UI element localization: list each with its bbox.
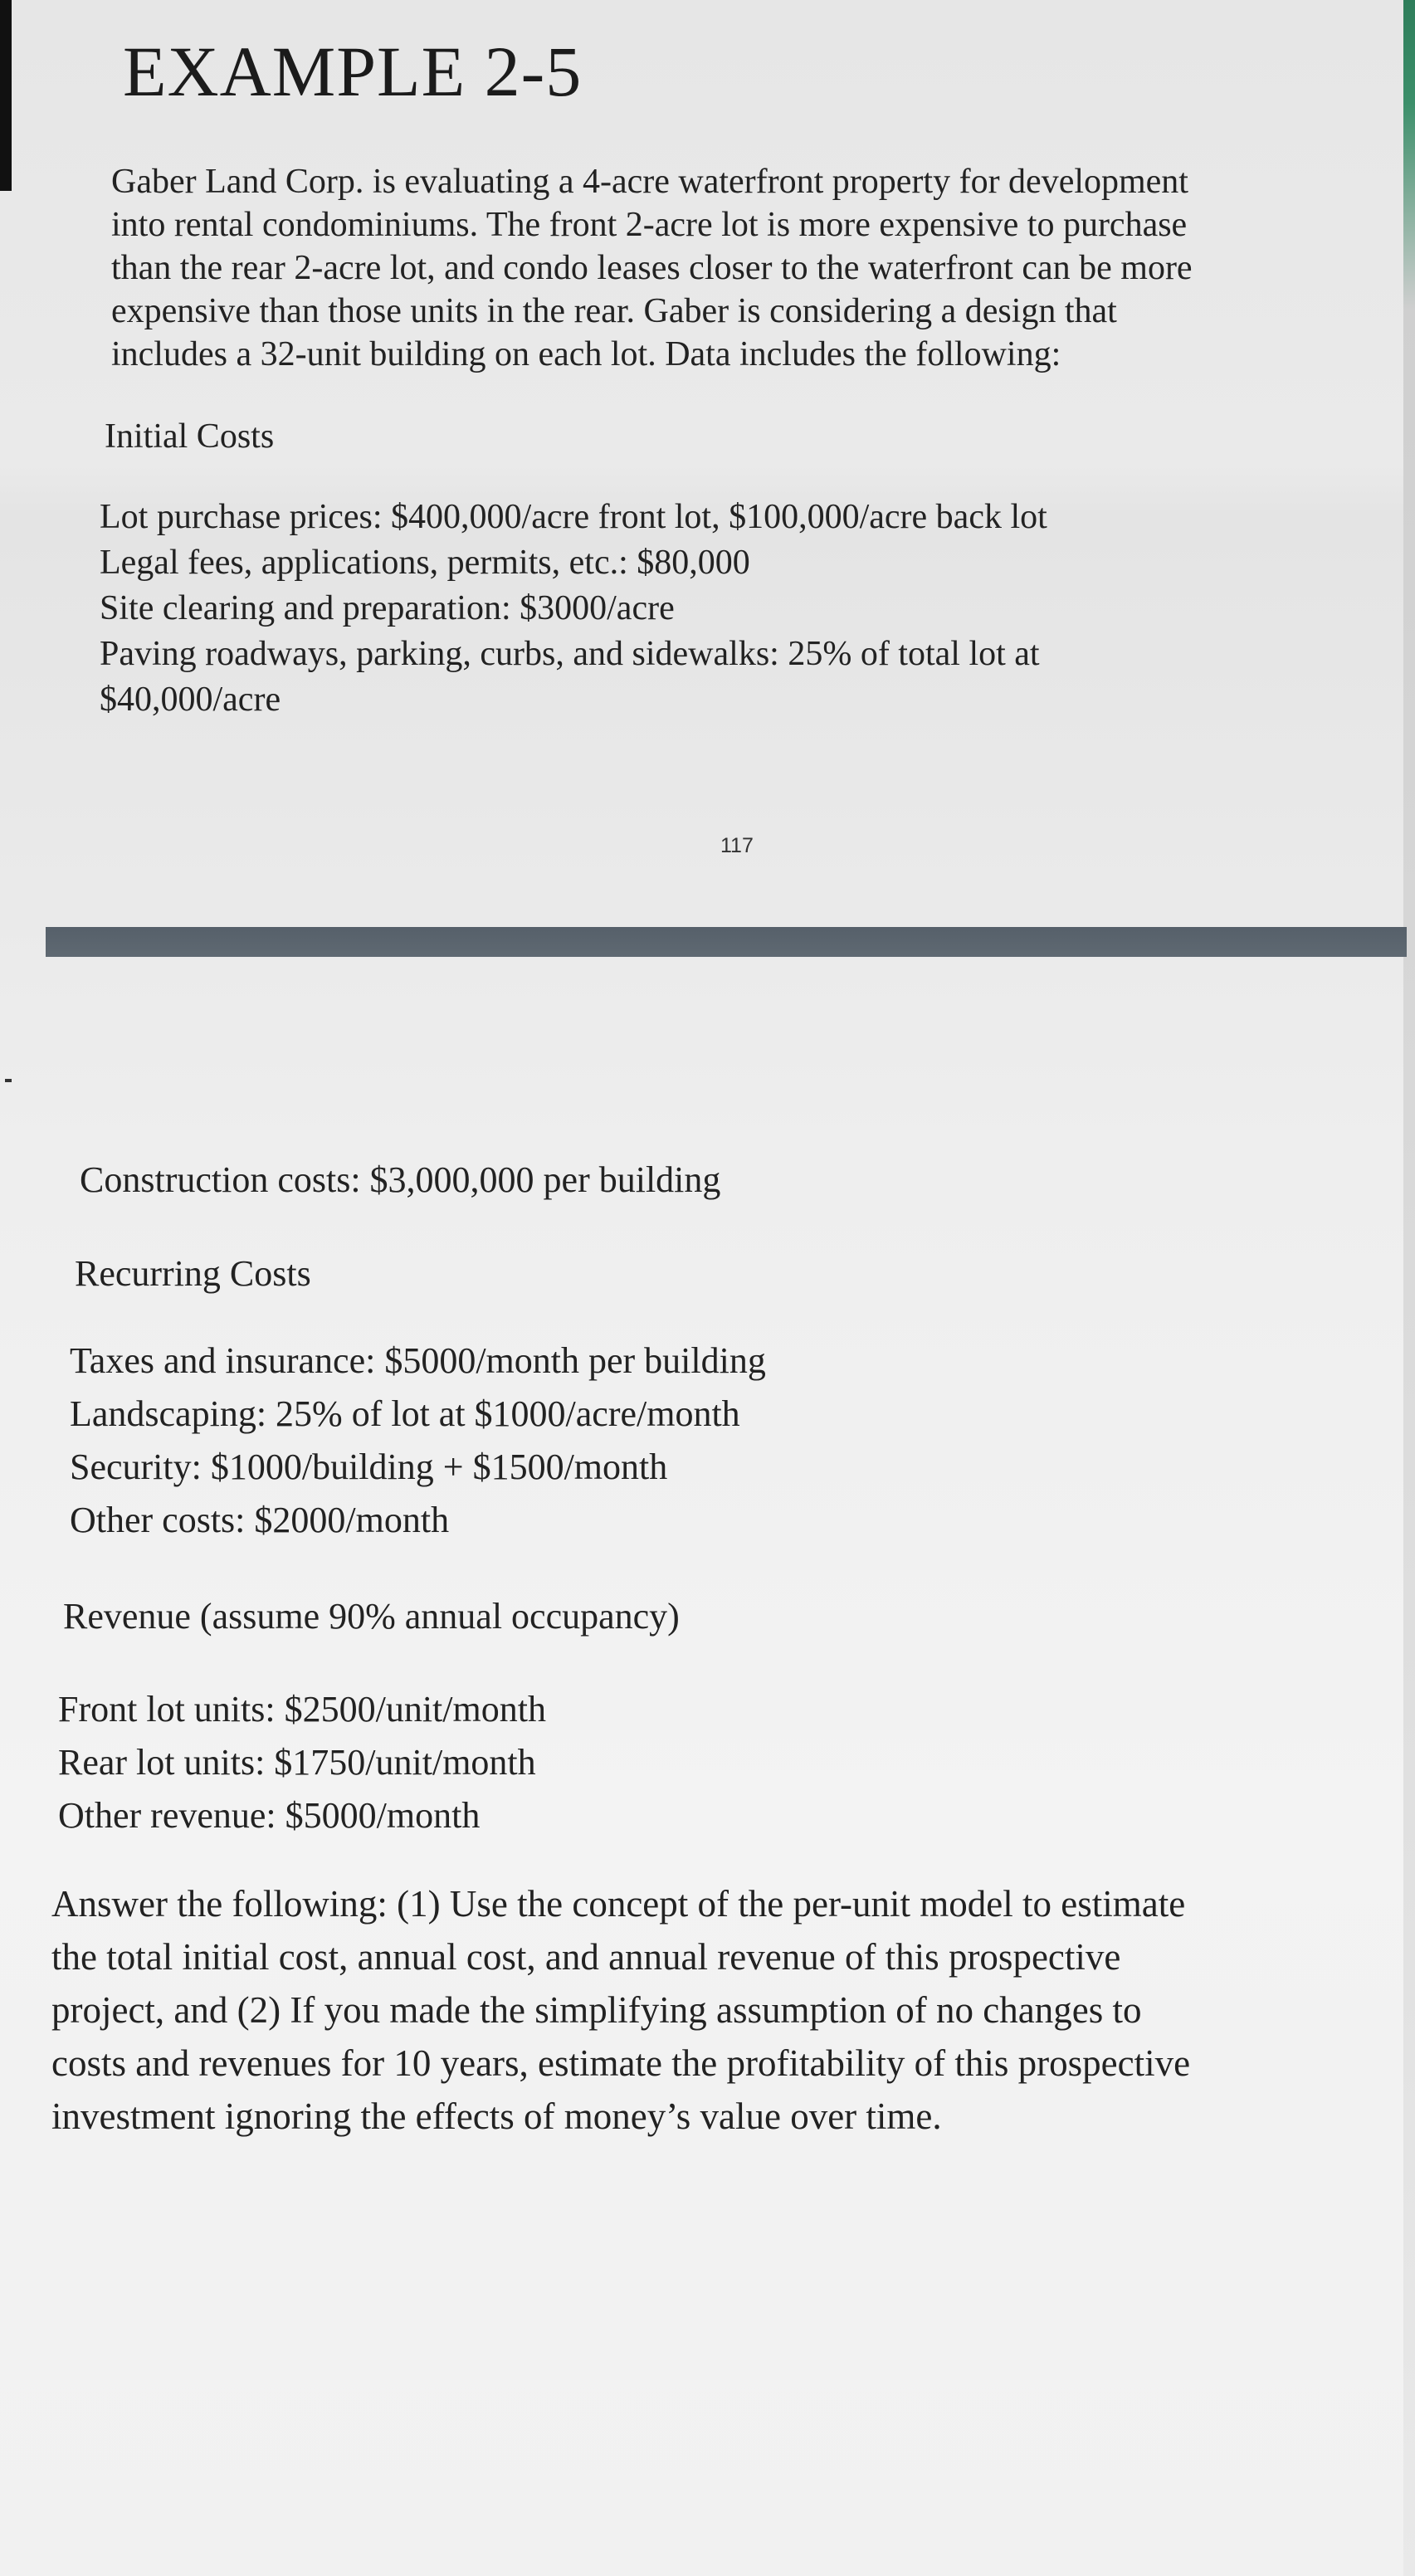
initial-cost-item: Paving roadways, parking, curbs, and sidewalks: 25% of total lot at <box>100 635 1040 673</box>
initial-cost-item: $40,000/acre <box>100 681 281 719</box>
recurring-costs-title: Recurring Costs <box>75 1253 311 1294</box>
device-bezel <box>0 0 12 191</box>
construction-costs: Construction costs: $3,000,000 per building <box>80 1159 721 1200</box>
page-number: 117 <box>720 834 754 857</box>
revenue-item: Front lot units: $2500/unit/month <box>58 1689 546 1730</box>
intro-line: than the rear 2-acre lot, and condo leases closer to the waterfront can be more <box>111 249 1193 287</box>
intro-line: Gaber Land Corp. is evaluating a 4-acre waterfront property for development <box>111 163 1188 201</box>
recurring-costs-list <box>70 1334 766 1547</box>
intro-paragraph <box>111 160 1193 376</box>
initial-costs-title: Initial Costs <box>105 417 275 456</box>
page-divider <box>46 927 1407 957</box>
question-line: costs and revenues for 10 years, estimate the profitability of this prospective <box>51 2042 1191 2084</box>
revenue-list <box>58 1683 546 1842</box>
revenue-item: Other revenue: $5000/month <box>58 1795 481 1836</box>
initial-costs-list <box>100 495 1047 723</box>
question-line: investment ignoring the effects of money’s value over time. <box>51 2095 942 2137</box>
intro-line: into rental condominiums. The front 2-acre lot is more expensive to purchase <box>111 206 1188 244</box>
question-line: Answer the following: (1) Use the concept of the per-unit model to estimate <box>51 1883 1186 1925</box>
recurring-cost-item: Security: $1000/building + $1500/month <box>70 1447 668 1487</box>
question-paragraph <box>51 1877 1190 2143</box>
recurring-cost-item: Other costs: $2000/month <box>70 1500 450 1540</box>
revenue-title: Revenue (assume 90% annual occupancy) <box>63 1596 680 1637</box>
revenue-item: Rear lot units: $1750/unit/month <box>58 1742 536 1783</box>
initial-cost-item: Legal fees, applications, permits, etc.: $80,000 <box>100 544 750 582</box>
intro-line: expensive than those units in the rear. Gaber is considering a design that <box>111 292 1117 330</box>
example-heading: EXAMPLE 2-5 <box>123 32 583 111</box>
recurring-cost-item: Taxes and insurance: $5000/month per building <box>70 1340 766 1381</box>
initial-cost-item: Lot purchase prices: $400,000/acre front lot, $100,000/acre back lot <box>100 498 1047 536</box>
question-line: project, and (2) If you made the simplifying assumption of no changes to <box>51 1989 1142 2031</box>
recurring-cost-item: Landscaping: 25% of lot at $1000/acre/month <box>70 1393 740 1434</box>
question-line: the total initial cost, annual cost, and annual revenue of this prospective <box>51 1936 1121 1978</box>
initial-cost-item: Site clearing and preparation: $3000/acre <box>100 589 675 627</box>
intro-line: includes a 32-unit building on each lot. Data includes the following: <box>111 335 1061 373</box>
stray-mark <box>5 1079 12 1082</box>
device-edge <box>1403 0 1415 2576</box>
